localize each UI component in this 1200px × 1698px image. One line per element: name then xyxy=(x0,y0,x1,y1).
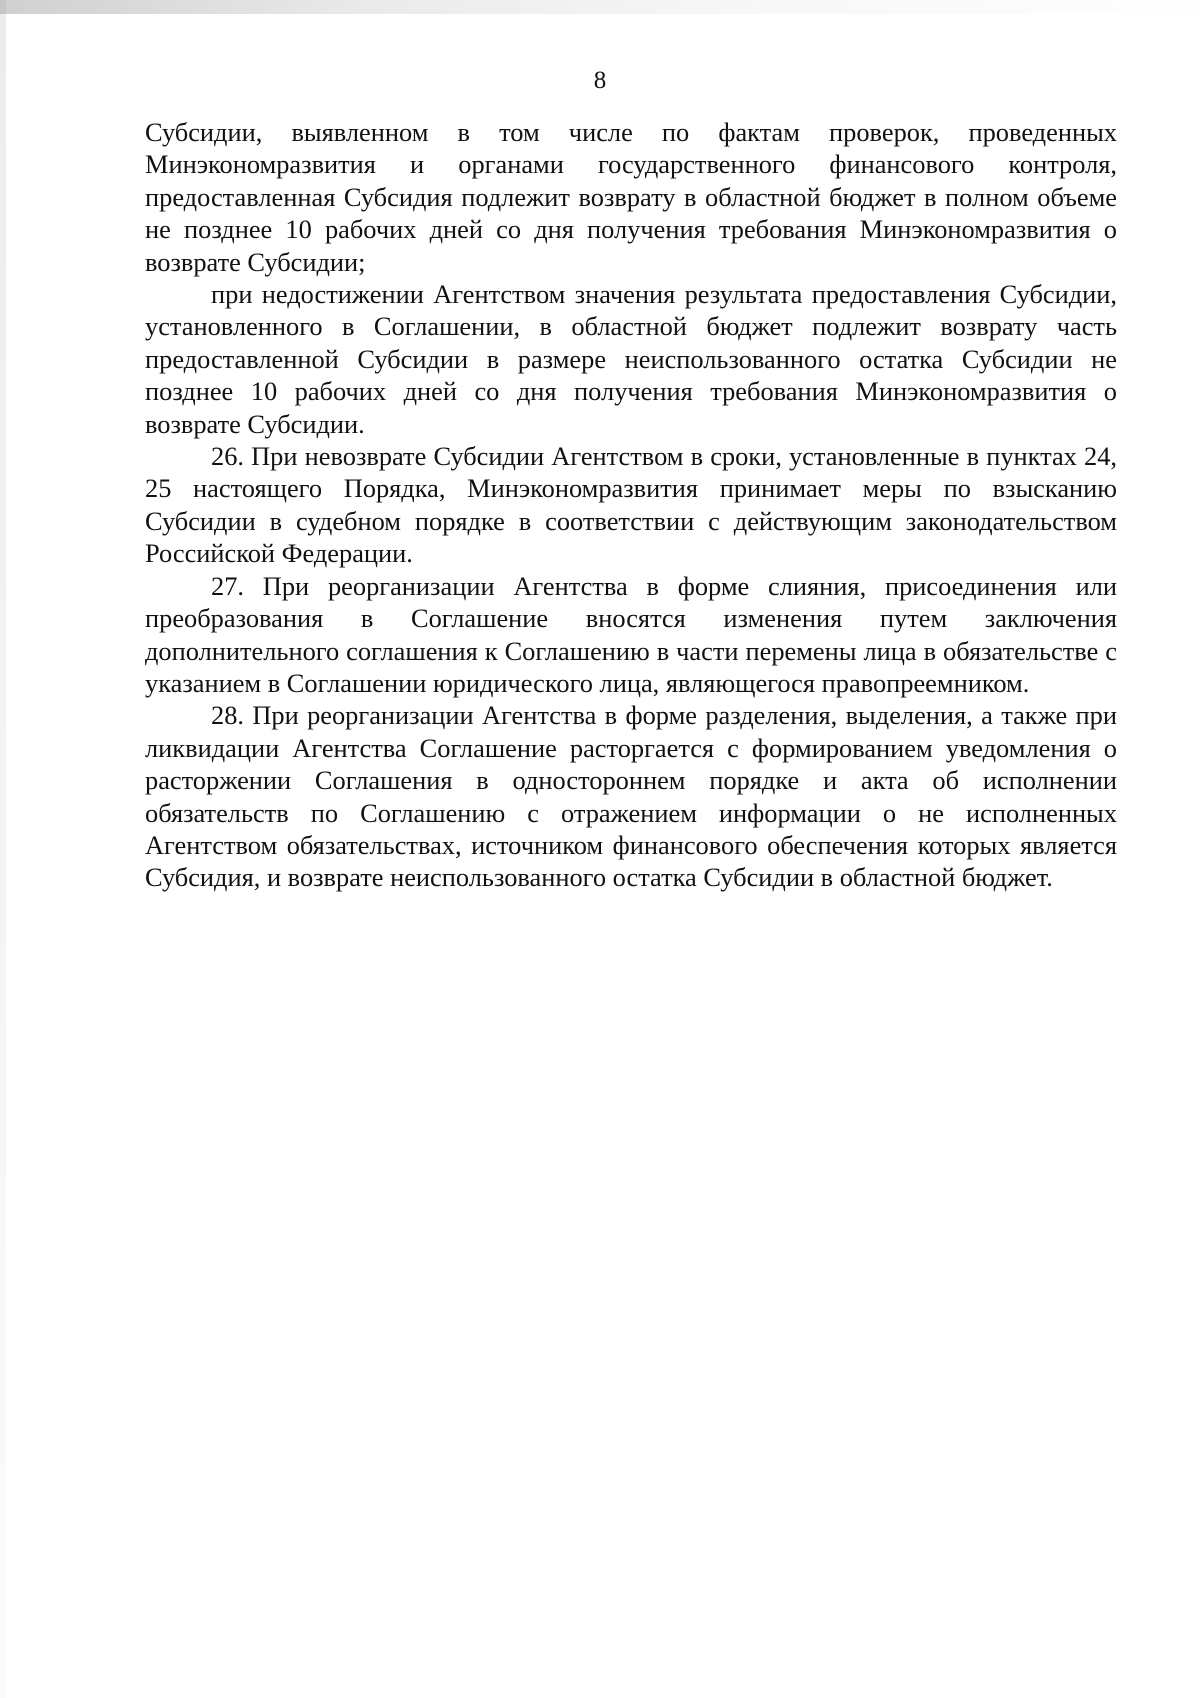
paragraph-continuation: Субсидии, выявленном в том числе по фактам проверок, проведенных Минэкономразвития и органами государственного финансового контроля, предоставленная Субсидия подлежит возврату в областной бюджет в полном объеме не позднее 10 рабочих дней со дня получения требования Минэкономразвития о возврате Субсидии; xyxy=(145,117,1117,277)
document-body xyxy=(145,116,1117,894)
scan-shadow-left xyxy=(0,0,6,1698)
page-number: 8 xyxy=(593,67,607,94)
paragraph-26: 26. При невозврате Субсидии Агентством в сроки, установленные в пунктах 24, 25 настоящего Порядка, Минэкономразвития принимает меры по взысканию Субсидии в судебном порядке в соответствии с действующим законодательством Российской Федерации. xyxy=(145,441,1117,569)
paragraph-27: 27. При реорганизации Агентства в форме слияния, присоединения или преобразования в Соглашение вносятся изменения путем заключения дополнительного соглашения к Соглашению в части перемены лица в обязательстве с указанием в Соглашении юридического лица, являющегося правопреемником. xyxy=(145,570,1117,698)
paragraph-28: 28. При реорганизации Агентства в форме разделения, выделения, а также при ликвидации Агентства Соглашение расторгается с формированием уведомления о расторжении Соглашения в одностороннем порядке и акта об исполнении обязательств по Соглашению с отражением информации о не исполненных Агентством обязательствах, источником финансового обеспечения которых является Субсидия, и возврате неиспользованного остатка Субсидии в областной бюджет. xyxy=(145,700,1117,893)
scan-shadow-top xyxy=(0,0,1200,14)
paragraph-non-achievement: при недостижении Агентством значения результата предоставления Субсидии, установленного в Соглашении, в областной бюджет подлежит возврату часть предоставленной Субсидии в размере неиспользованного остатка Субсидии не позднее 10 рабочих дней со дня получения требования Минэкономразвития о возврате Субсидии. xyxy=(145,279,1117,439)
